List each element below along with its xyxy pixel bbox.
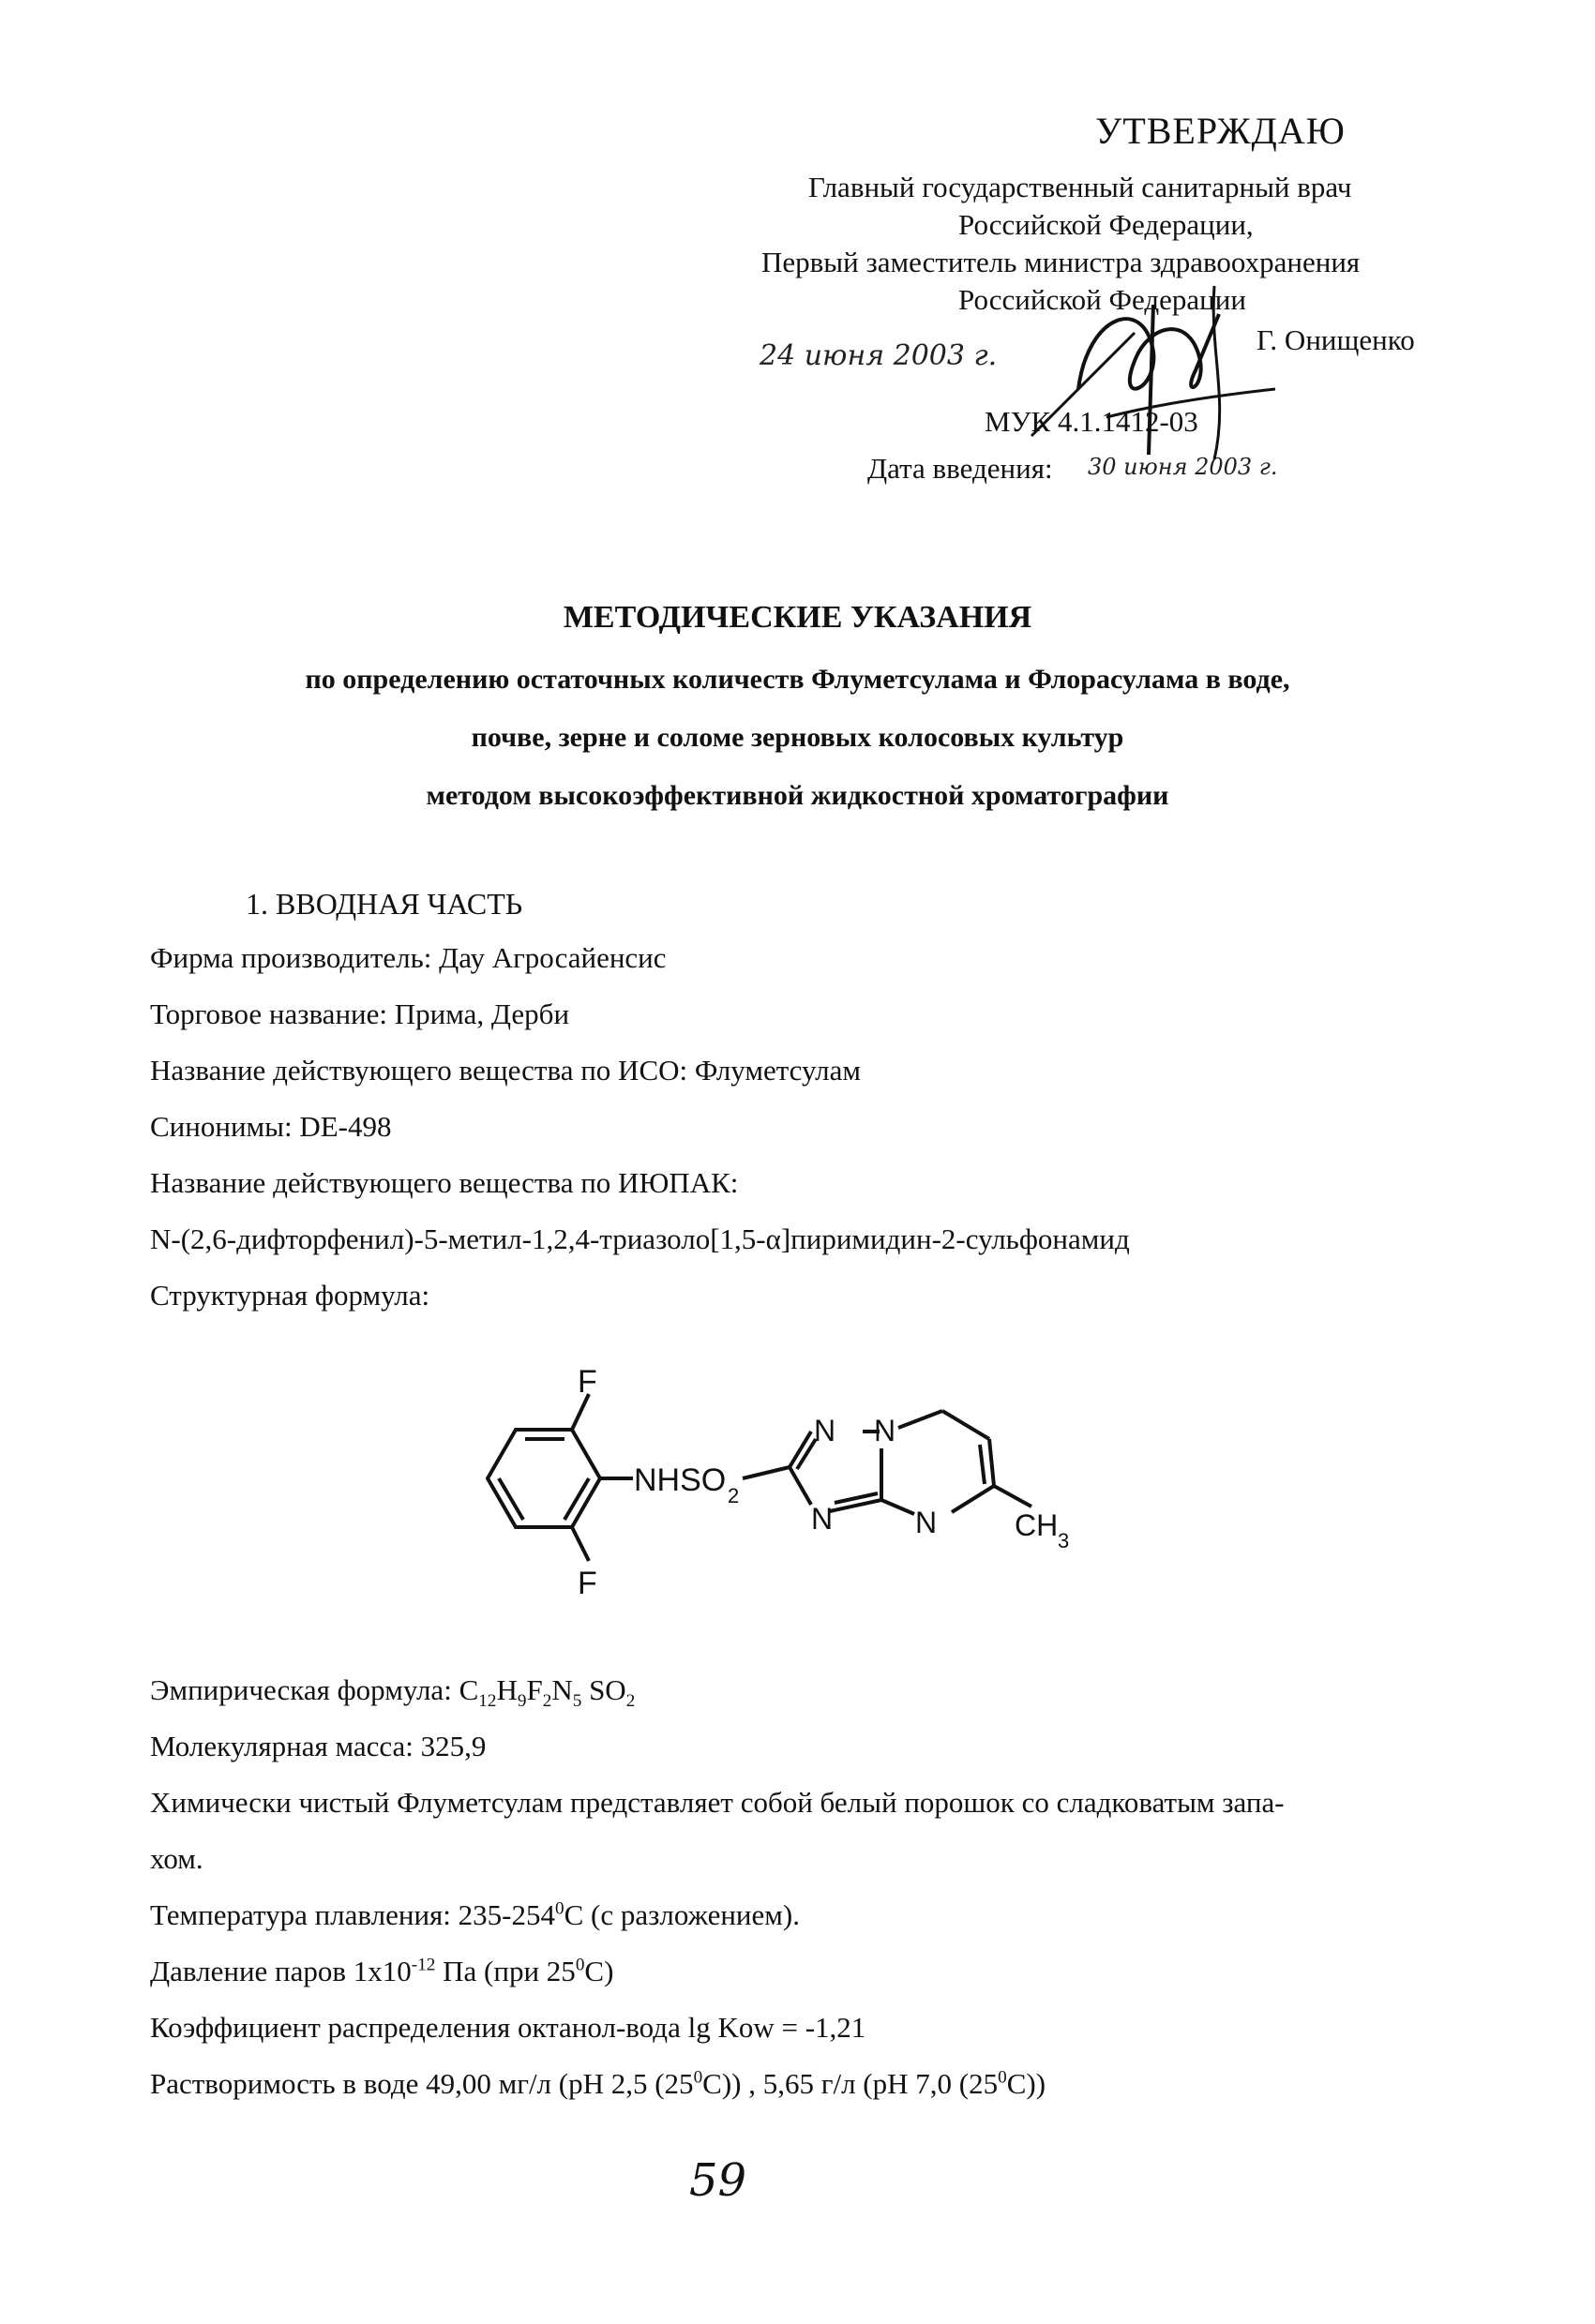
manufacturer: Фирма производитель: Дау Агросайенсис — [150, 941, 667, 974]
formula-nhso: NHSO — [634, 1462, 727, 1498]
structural-formula-label: Структурная формула: — [150, 1279, 430, 1312]
formula-n3: N — [811, 1502, 834, 1536]
doc-subtitle-3: методом высокоэффективной жидкостной хроматографии — [426, 780, 1169, 811]
signature-graphic — [994, 277, 1275, 464]
formula-ch: CH — [1015, 1508, 1059, 1542]
chem-description-line-2: хом. — [150, 1842, 203, 1875]
muk-number: МУК 4.1.1412-03 — [985, 405, 1198, 438]
doc-title: МЕТОДИЧЕСКИЕ УКАЗАНИЯ — [563, 600, 1032, 635]
chem-description-line-1: Химически чистый Флуметсулам представляет собой белый порошок со сладковатым запа- — [150, 1786, 1285, 1819]
formula-f-bottom: F — [578, 1566, 597, 1598]
partition-coefficient: Коэффициент распределения октанол-вода lg Kow = -1,21 — [150, 2011, 866, 2044]
synonyms: Синонимы: DE-498 — [150, 1110, 392, 1143]
melting-point: Температура плавления: $235-254^0C$ (с разложением). — [150, 1898, 800, 1931]
doc-subtitle-2: почве, зерне и соломе зерновых колосовых культур — [471, 722, 1124, 753]
empirical-formula — [150, 1673, 635, 1712]
approval-line-4: Российской Федерации — [958, 283, 1246, 316]
structural-formula — [441, 1364, 1116, 1598]
section-heading: 1. ВВОДНАЯ ЧАСТЬ — [246, 887, 523, 921]
formula-n4: N — [915, 1506, 938, 1539]
empirical-formula-label: Эмпирическая формула: — [150, 1673, 459, 1706]
water-solubility: Растворимость в воде 49,00 мг/л (pH 2,5 $(25^0C)$) , 5,65 г/л (pH 7,0 $(25^0C)$) — [150, 2067, 1046, 2100]
page-number: 59 — [689, 2154, 747, 2207]
iupac-label: Название действующего вещества по ИЮПАК: — [150, 1166, 739, 1199]
formula-f-top: F — [578, 1364, 597, 1400]
approval-signed-date: 24 июня 2003 г. — [760, 339, 998, 372]
doc-subtitle-1: по определению остаточных количеств Флуметсулама и Флорасулама в воде, — [305, 664, 1290, 695]
empirical-formula-value: $C_{12}H_9F_2N_5$ $SO_2$ — [459, 1673, 636, 1712]
trade-name: Торговое название: Прима, Дерби — [150, 997, 570, 1030]
approval-heading: УТВЕРЖДАЮ — [1095, 110, 1346, 152]
approval-line-2: Российской Федерации, — [958, 208, 1254, 241]
formula-n2: N — [874, 1414, 896, 1447]
iupac-name: N-(2,6-дифторфенил)-5-метил-1,2,4-триазоло[1,5-α]пиримидин-2-сульфонамид — [150, 1222, 1130, 1255]
intro-date-handwritten: 30 июня 2003 г. — [1088, 454, 1278, 480]
vapor-pressure: Давление паров $1x10^{-12}$ Па (при $25^0C$) — [150, 1955, 614, 1987]
formula-sub2: 2 — [728, 1484, 740, 1507]
formula-sub3: 3 — [1058, 1529, 1070, 1552]
iso-name: Название действующего вещества по ИСО: Флуметсулам — [150, 1054, 862, 1087]
approval-line-1: Главный государственный санитарный врач — [808, 171, 1352, 203]
molecular-mass: Молекулярная масса: 325,9 — [150, 1730, 487, 1762]
formula-n1: N — [814, 1414, 836, 1447]
approval-signer: Г. Онищенко — [1256, 323, 1415, 356]
approval-line-3: Первый заместитель министра здравоохранения — [761, 246, 1361, 278]
intro-date-label: Дата введения: — [867, 452, 1053, 485]
